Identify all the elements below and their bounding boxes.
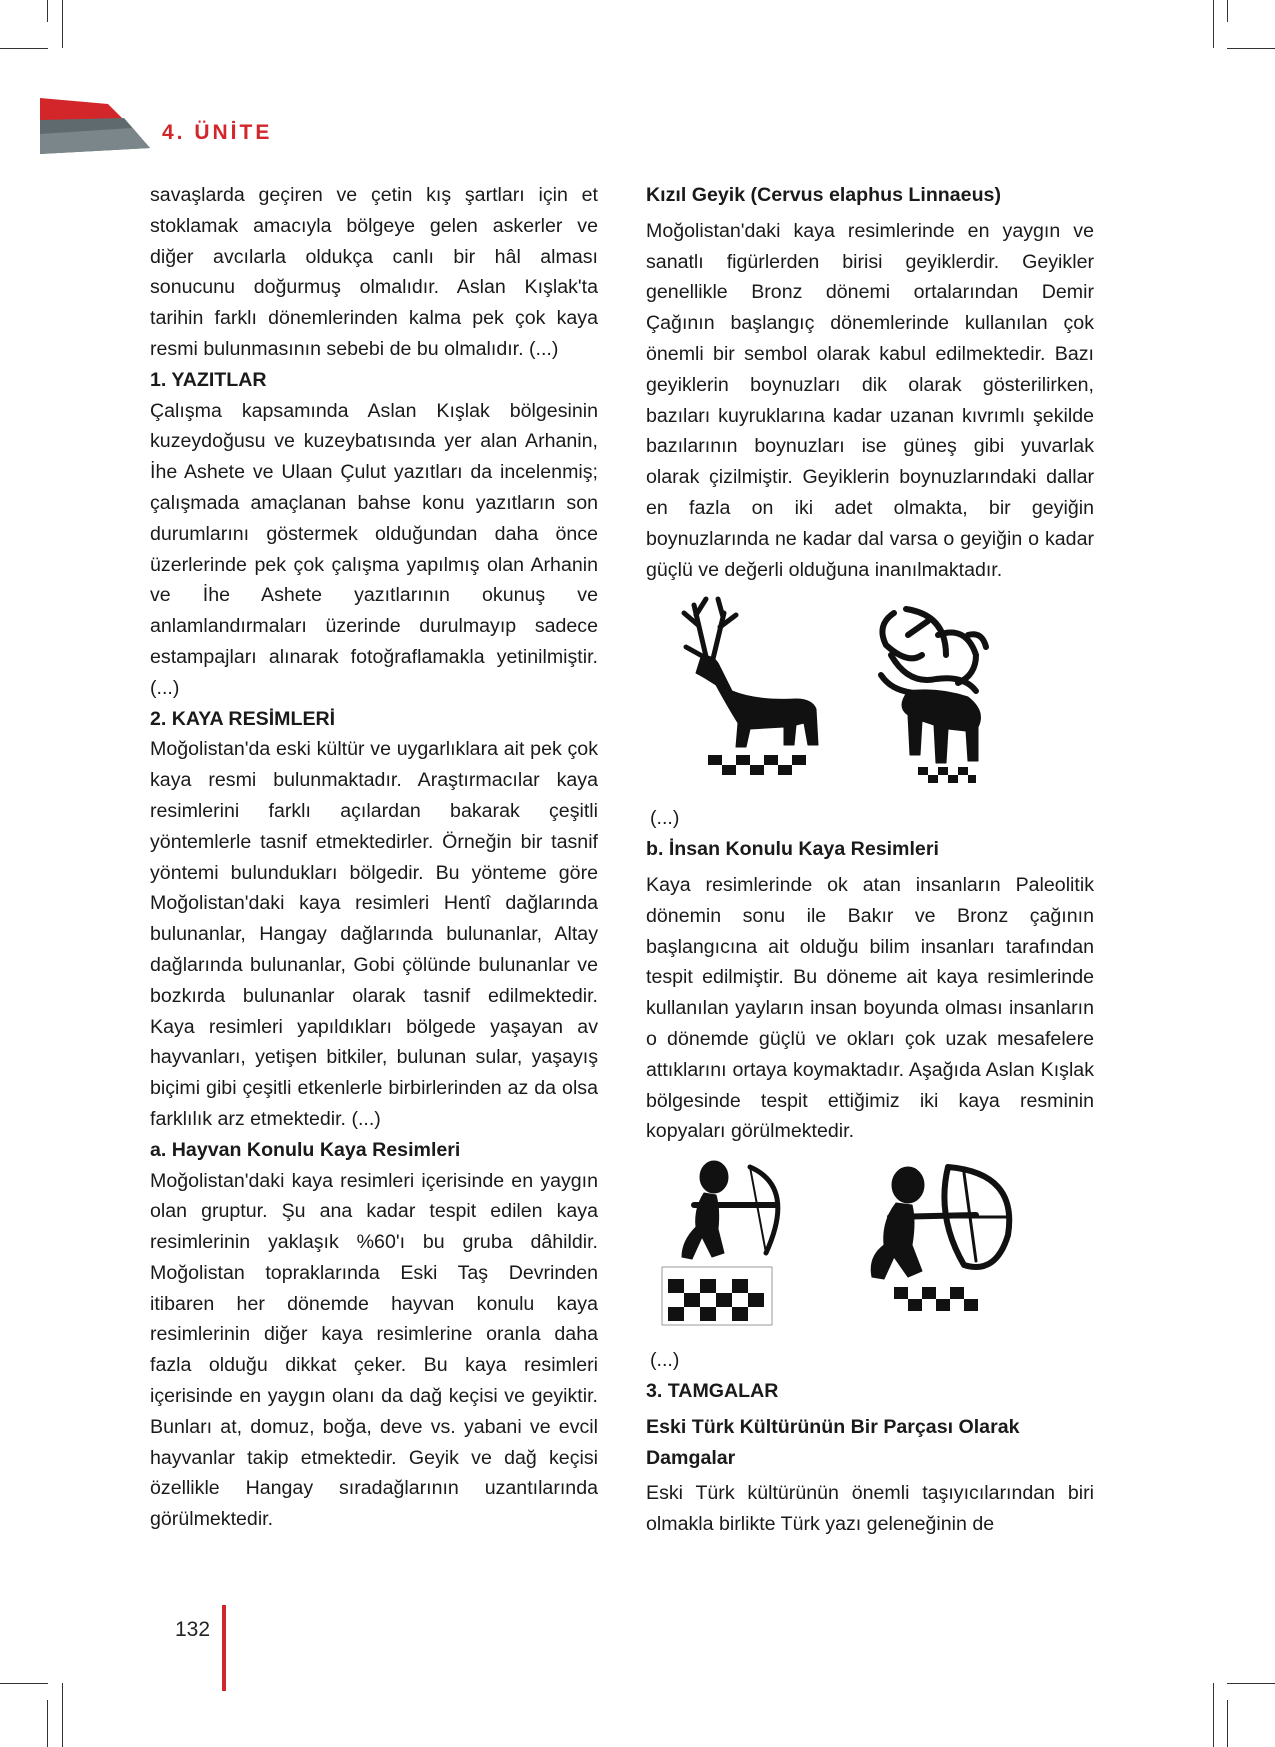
paragraph: savaşlarda geçiren ve çetin kış şartları için et stoklamak amacıyla bölgeye gelen askerler ve diğer avcılarla oldukça canlı bir hâl alması sonucunu doğurmuş olmalıdır. Aslan Kışlak'ta tarihin farklı dönemlerinden kalma pek çok kaya resmi bulunmasının sebebi de bu olmalıdır. (...) <box>150 184 598 360</box>
crop-mark <box>47 1700 48 1747</box>
section-heading: Kızıl Geyik (Cervus elaphus Linnaeus) <box>646 184 1001 206</box>
section-heading: a. Hayvan Konulu Kaya Resimleri <box>150 1138 461 1161</box>
archer-rock-art-figure <box>646 1157 1086 1337</box>
right-column <box>646 180 1094 1540</box>
crop-mark <box>62 1683 63 1747</box>
deer-rock-art-figure <box>646 595 1086 795</box>
page-number-divider <box>222 1605 226 1691</box>
paragraph: Kaya resimlerinde ok atan insanların Paleolitik dönemin sonu ile Bakır ve Bronz çağının başlangıcına ait olduğu bilim insanları tarafından tespit edilmiştir. Bu döneme ait kaya resimlerinde kullanılan yayların insan boyunda olması insanların o dönemde güçlü ve okları çok uzak mesafelere attıklarını ortaya koymaktadır. Aşağıda Aslan Kışlak bölgesinde tespit ettiğimiz iki kaya resminin kopyaları görülmektedir. <box>646 873 1094 1143</box>
section-heading: Eski Türk Kültürünün Bir Parçası Olarak Damgalar <box>646 1415 1020 1469</box>
section-heading: b. İnsan Konulu Kaya Resimleri <box>646 838 939 861</box>
crop-mark <box>1213 0 1214 48</box>
crop-mark <box>1227 1700 1228 1747</box>
crop-mark <box>0 1683 48 1684</box>
paragraph: Moğolistan'da eski kültür ve uygarlıklara ait pek çok kaya resmi bulunmaktadır. Araştırmacılar kaya resimlerini farklı açılardan bakarak çeşitli yöntemlerle tasnif etmektedirler. Örneğin bir tasnif yöntemi bulundukları bölgedir. Bu yönteme göre Moğolistan'daki kaya resimleri Hentî dağlarında bulunanlar, Hangay dağlarında bulunanlar, Altay dağlarında bulunanlar, Gobi çölünde bulunanlar ve bozkırda bulunanlar olarak tasnif edilmektedir. Kaya resimleri yapıldıkları bölgede yaşayan av hayvanları, yetişen bitkiler, bulunan sular, yaşayış biçimi gibi çeşitli etkenlerle birbirlerinden az da olsa farklılık arz etmektedir. (...) <box>150 738 598 1130</box>
ellipsis: (...) <box>650 807 680 830</box>
paragraph: Eski Türk kültürünün önemli taşıyıcılarından biri olmakla birlikte Türk yazı geleneğinin de <box>646 1482 1094 1536</box>
unit-title: 4. ÜNİTE <box>162 121 273 144</box>
left-column <box>150 180 598 1535</box>
crop-mark <box>1227 0 1228 22</box>
crop-mark <box>1213 1683 1214 1747</box>
paragraph: Çalışma kapsamında Aslan Kışlak bölgesinin kuzeydoğusu ve kuzeybatısında yer alan Arhanin, İhe Ashete ve Ulaan Çulut yazıtları da incelenmiş; çalışmada amaçlanan bahse konu yazıtların son durumlarını göstermek olduğundan daha önce üzerlerinde pek çok çalışma yapılmış olan Arhanin ve İhe Ashete yazıtlarının okunuş ve anlamlandırmaları üzerinde durulmayıp sadece estampajları alınarak fotoğraflamakla yetinilmiştir. (...) <box>150 399 598 699</box>
crop-mark <box>1227 1683 1275 1684</box>
crop-mark <box>47 0 48 22</box>
section-heading: 1. YAZITLAR <box>150 368 267 391</box>
section-heading: 3. TAMGALAR <box>646 1379 779 1402</box>
unit-ribbon-icon <box>40 98 150 154</box>
paragraph: Moğolistan'daki kaya resimleri içerisinde en yaygın olan gruptur. Şu ana kadar tespit edilen kaya resimlerinin yaklaşık %60'ı bu gruba dâhildir. Moğolistan topraklarında Eski Taş Devrinden itibaren her dönemde hayvan konulu kaya resimlerinin diğer kaya resimlerine oranla daha fazla olduğu dikkat çeker. Bu kaya resimleri içerisinde en yaygın olanı da dağ keçisi ve geyiktir. Bunları at, domuz, boğa, deve vs. yabani ve evcil hayvanlar takip etmektedir. Geyik ve dağ keçisi özellikle Hangay sıradağlarının uzantılarında görülmektedir. <box>150 1169 598 1531</box>
ellipsis: (...) <box>650 1349 680 1372</box>
section-heading: 2. KAYA RESİMLERİ <box>150 707 336 730</box>
paragraph: Moğolistan'daki kaya resimlerinde en yaygın ve sanatlı figürlerden birisi geyiklerdir. Geyikler genellikle Bronz dönemi ortalarından Demir Çağının başlangıç dönemlerinde kullanılan çok önemli bir sembol olarak kabul edilmektedir. Bazı geyiklerin boynuzları dik olarak gösterilirken, bazıları kuyruklarına kadar uzanan kıvrımlı şekilde bazılarının boynuzları ise güneş gibi yuvarlak olarak çizilmiştir. Geyiklerin boynuzlarındaki dallar en fazla on iki adet olmakta, bir geyiğin boynuzlarında ne kadar dal varsa o geyiğin o kadar güçlü ve değerli olduğuna inanılmaktadır. <box>646 219 1094 581</box>
crop-mark <box>1227 48 1275 49</box>
crop-mark <box>0 48 48 49</box>
page-number: 132 <box>175 1618 211 1641</box>
crop-mark <box>62 0 63 48</box>
